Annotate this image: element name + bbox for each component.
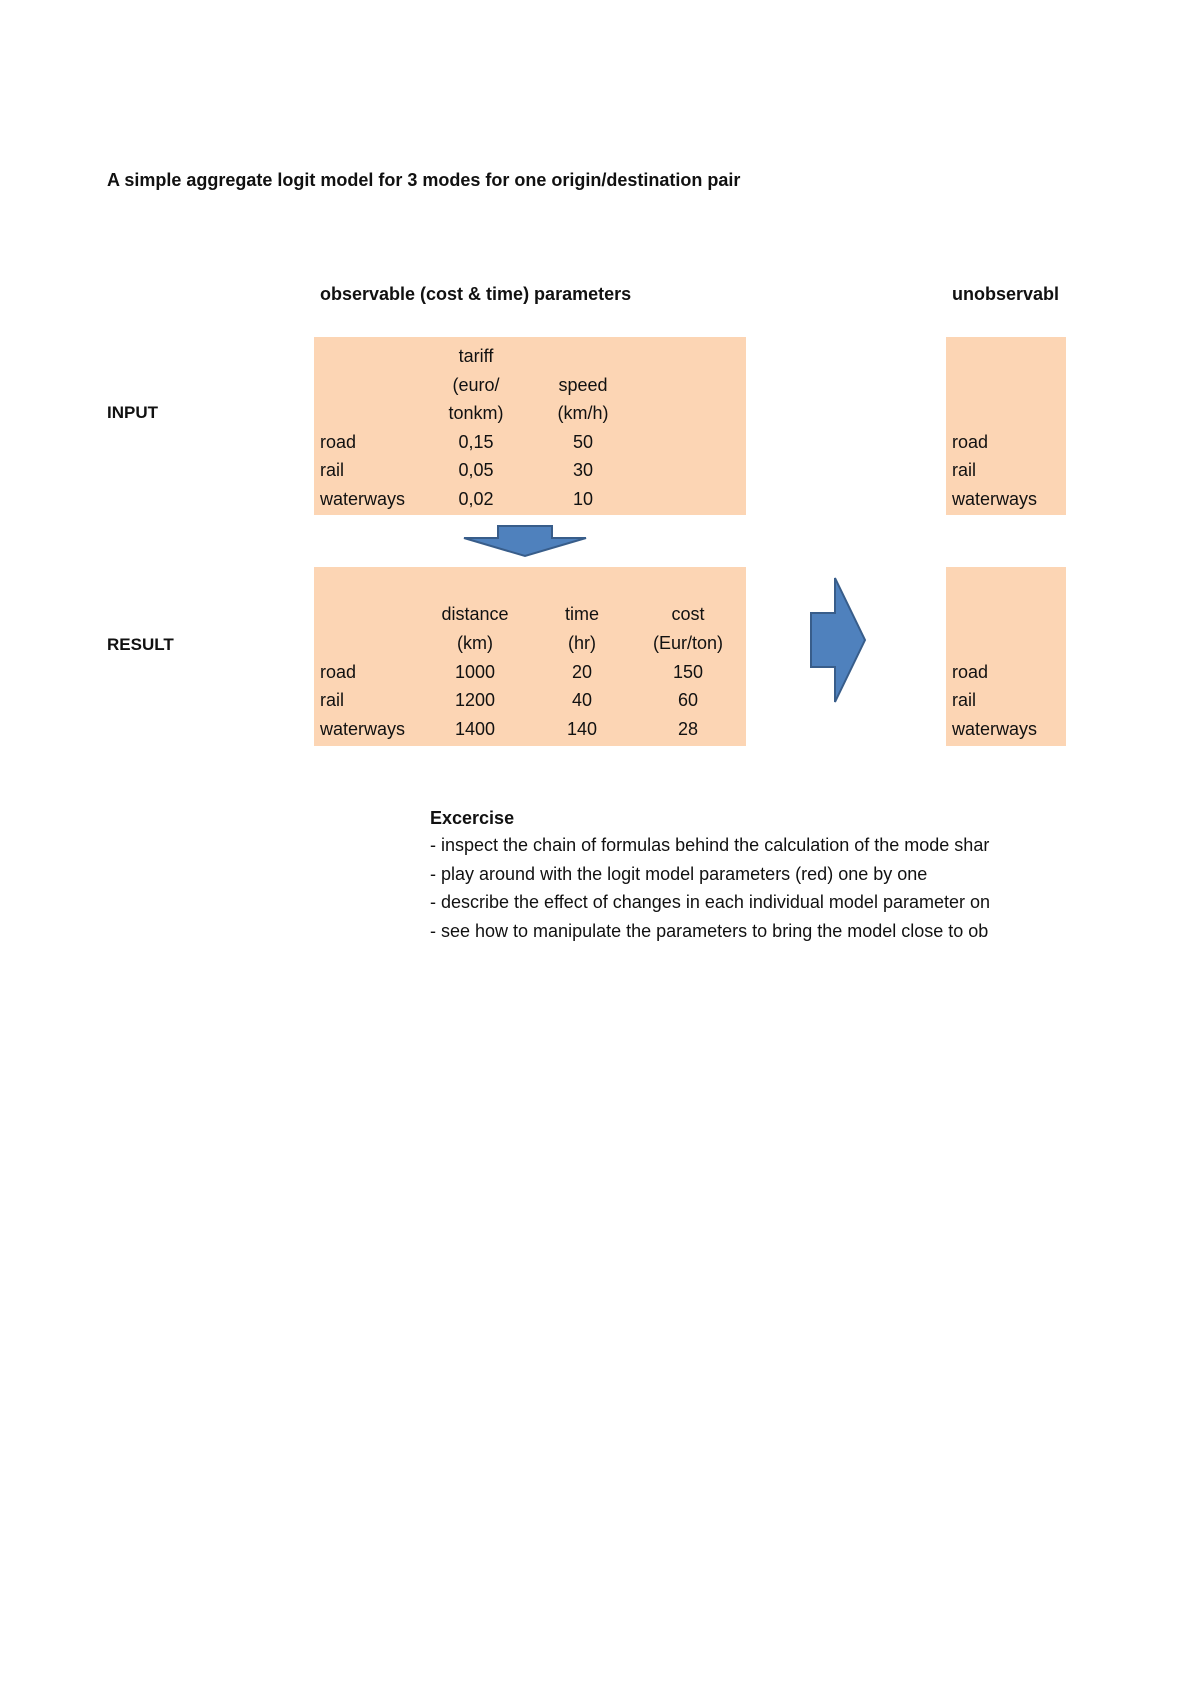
input-row-tariff: 0,15 <box>458 432 494 452</box>
result-row-distance: 1200 <box>454 690 496 710</box>
input-row-mode: rail <box>320 460 345 480</box>
result-row-cost: 60 <box>677 690 699 710</box>
exercise-line: - play around with the logit model parameters (red) one by one <box>430 864 928 884</box>
unobservable-input-mode: waterways <box>952 489 1038 509</box>
input-row-speed: 50 <box>572 432 594 452</box>
observable-header: observable (cost & time) parameters <box>320 284 632 304</box>
result-row-cost: 28 <box>677 719 699 739</box>
distance-header-line2: (km) <box>457 633 493 653</box>
result-row-mode: road <box>320 662 357 682</box>
time-header-line2: (hr) <box>568 633 596 653</box>
input-row-speed: 10 <box>572 489 594 509</box>
result-table <box>314 567 746 746</box>
right-arrow-shape <box>811 578 865 702</box>
tariff-header-line3: tonkm) <box>448 403 504 423</box>
input-row-mode: waterways <box>320 489 406 509</box>
unobservable-input-table <box>946 337 1066 515</box>
result-label: RESULT <box>107 635 174 654</box>
result-row-time: 20 <box>571 662 593 682</box>
unobservable-input-mode: rail <box>952 460 977 480</box>
input-row-mode: road <box>320 432 357 452</box>
right-arrow-icon <box>808 575 868 705</box>
unobservable-result-mode: waterways <box>952 719 1038 739</box>
down-arrow-shape <box>464 526 586 556</box>
tariff-header-line2: (euro/ <box>452 375 500 395</box>
result-row-time: 140 <box>566 719 598 739</box>
result-row-distance: 1400 <box>454 719 496 739</box>
input-row-speed: 30 <box>572 460 594 480</box>
distance-header-line1: distance <box>441 604 509 624</box>
cost-header-line1: cost <box>671 604 705 624</box>
time-header-line1: time <box>564 604 600 624</box>
input-row-tariff: 0,05 <box>458 460 494 480</box>
exercise-line: - describe the effect of changes in each individual model parameter on <box>430 892 991 912</box>
unobservable-header: unobservabl <box>952 284 1060 304</box>
exercise-title: Excercise <box>430 808 515 828</box>
result-row-mode: rail <box>320 690 345 710</box>
cost-header-line2: (Eur/ton) <box>652 633 724 653</box>
exercise-section <box>430 808 1066 958</box>
result-row-time: 40 <box>571 690 593 710</box>
input-label: INPUT <box>107 403 158 422</box>
input-row-tariff: 0,02 <box>458 489 494 509</box>
exercise-line: - inspect the chain of formulas behind the calculation of the mode shar <box>430 835 990 855</box>
down-arrow-icon <box>462 524 588 558</box>
exercise-line: - see how to manipulate the parameters to bring the model close to ob <box>430 921 989 941</box>
unobservable-result-mode: road <box>952 662 989 682</box>
unobservable-result-table <box>946 567 1066 746</box>
tariff-header-line1: tariff <box>458 346 494 366</box>
speed-header-line1: speed <box>558 375 608 395</box>
input-table <box>314 337 746 515</box>
speed-header-line2: (km/h) <box>557 403 609 423</box>
unobservable-result-mode: rail <box>952 690 977 710</box>
result-row-distance: 1000 <box>454 662 496 682</box>
result-row-mode: waterways <box>320 719 406 739</box>
result-row-cost: 150 <box>672 662 704 682</box>
unobservable-input-mode: road <box>952 432 989 452</box>
page-title: A simple aggregate logit model for 3 modes for one origin/destination pair <box>107 170 741 190</box>
